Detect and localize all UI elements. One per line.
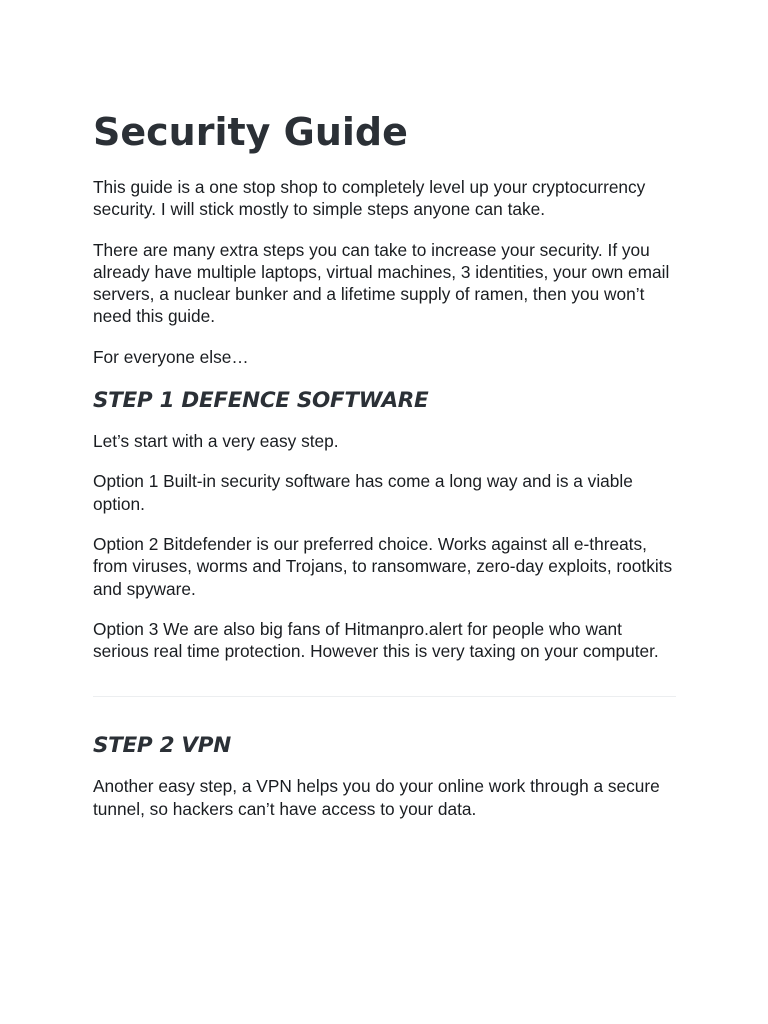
intro-paragraph-2: There are many extra steps you can take to increase your security. If you already have multiple laptops, virtual machines, 3 identities, your own email servers, a nuclear bunker and a lifetime supply of ramen, then you won’t need this guide. <box>93 239 670 327</box>
step-1-heading: STEP 1 DEFENCE SOFTWARE <box>93 388 429 414</box>
section-divider <box>93 696 676 697</box>
intro-paragraph-3: For everyone else… <box>93 346 249 367</box>
intro-paragraph-1: This guide is a one stop shop to completely level up your cryptocurrency security. I will stick mostly to simple steps anyone can take. <box>93 177 646 220</box>
document-page <box>93 108 678 838</box>
step-1-option-1: Option 1 Built-in security software has come a long way and is a viable option. <box>93 471 633 514</box>
step-2-heading: STEP 2 VPN <box>93 733 231 759</box>
step-1-option-3: Option 3 We are also big fans of Hitmanpro.alert for people who want serious real time protection. However this is very taxing on your computer. <box>93 618 659 662</box>
step-1-option-2: Option 2 Bitdefender is our preferred choice. Works against all e-threats, from viruses, worms and Trojans, to ransomware, zero-day exploits, rootkits and spyware. <box>93 533 673 599</box>
step-2-paragraph-1: Another easy step, a VPN helps you do your online work through a secure tunnel, so hackers can’t have access to your data. <box>93 776 660 819</box>
step-1-paragraph-1: Let’s start with a very easy step. <box>93 431 339 452</box>
page-title: Security Guide <box>93 110 408 154</box>
